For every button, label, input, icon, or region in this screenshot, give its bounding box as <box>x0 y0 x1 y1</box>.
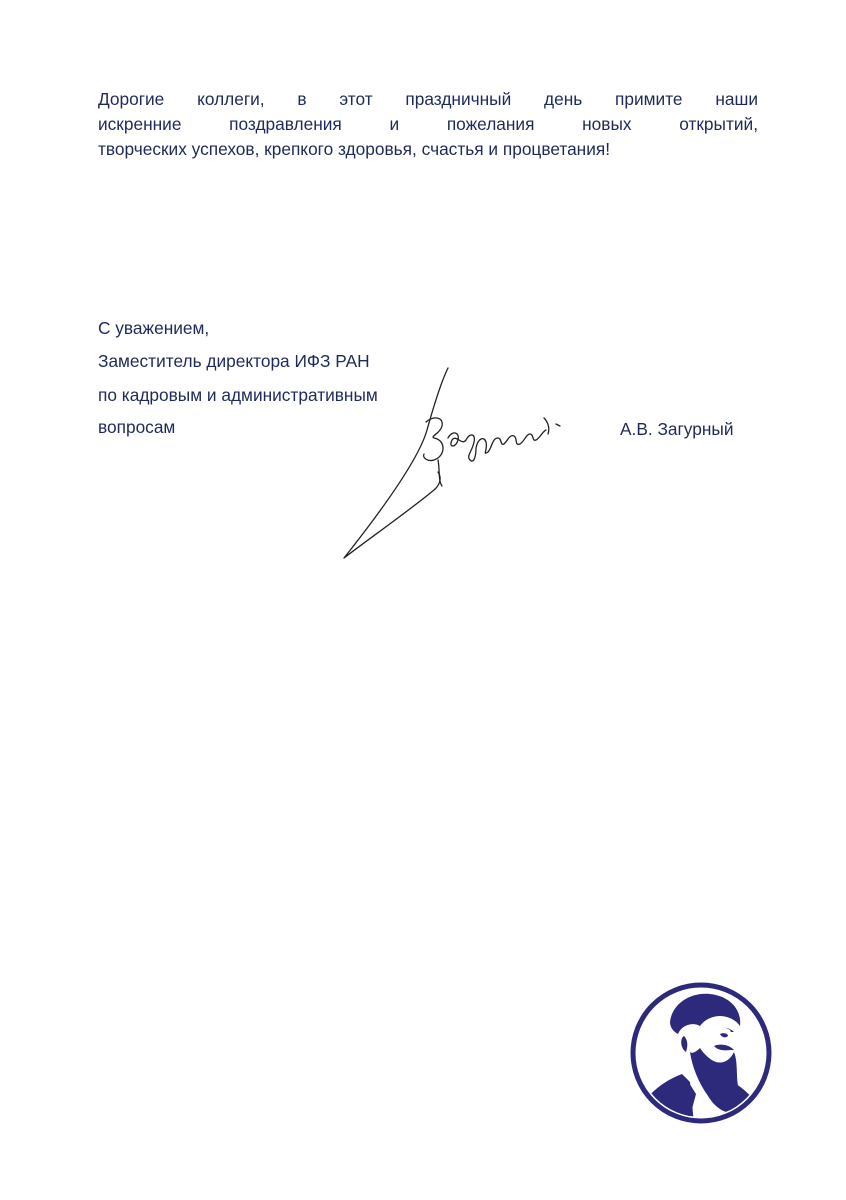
signer-position-line-2: по кадровым и административным <box>98 385 378 405</box>
greeting-line: искренние поздравления и пожелания новых открытий, <box>98 114 758 134</box>
portrait-emblem-icon <box>630 982 772 1124</box>
greeting-line: творческих успехов, крепкого здоровья, счастья и процветания! <box>98 139 611 159</box>
greeting-line: Дорогие коллеги, в этот праздничный день примите наши <box>98 89 758 109</box>
signer-position-line-3: вопросам <box>98 417 176 437</box>
handwritten-signature <box>330 360 580 565</box>
signer-position-line-1: Заместитель директора ИФЗ РАН <box>98 351 370 371</box>
regards-text: С уважением, <box>98 318 210 338</box>
signer-name: А.В. Загурный <box>620 419 734 439</box>
greeting-paragraph <box>98 87 758 162</box>
